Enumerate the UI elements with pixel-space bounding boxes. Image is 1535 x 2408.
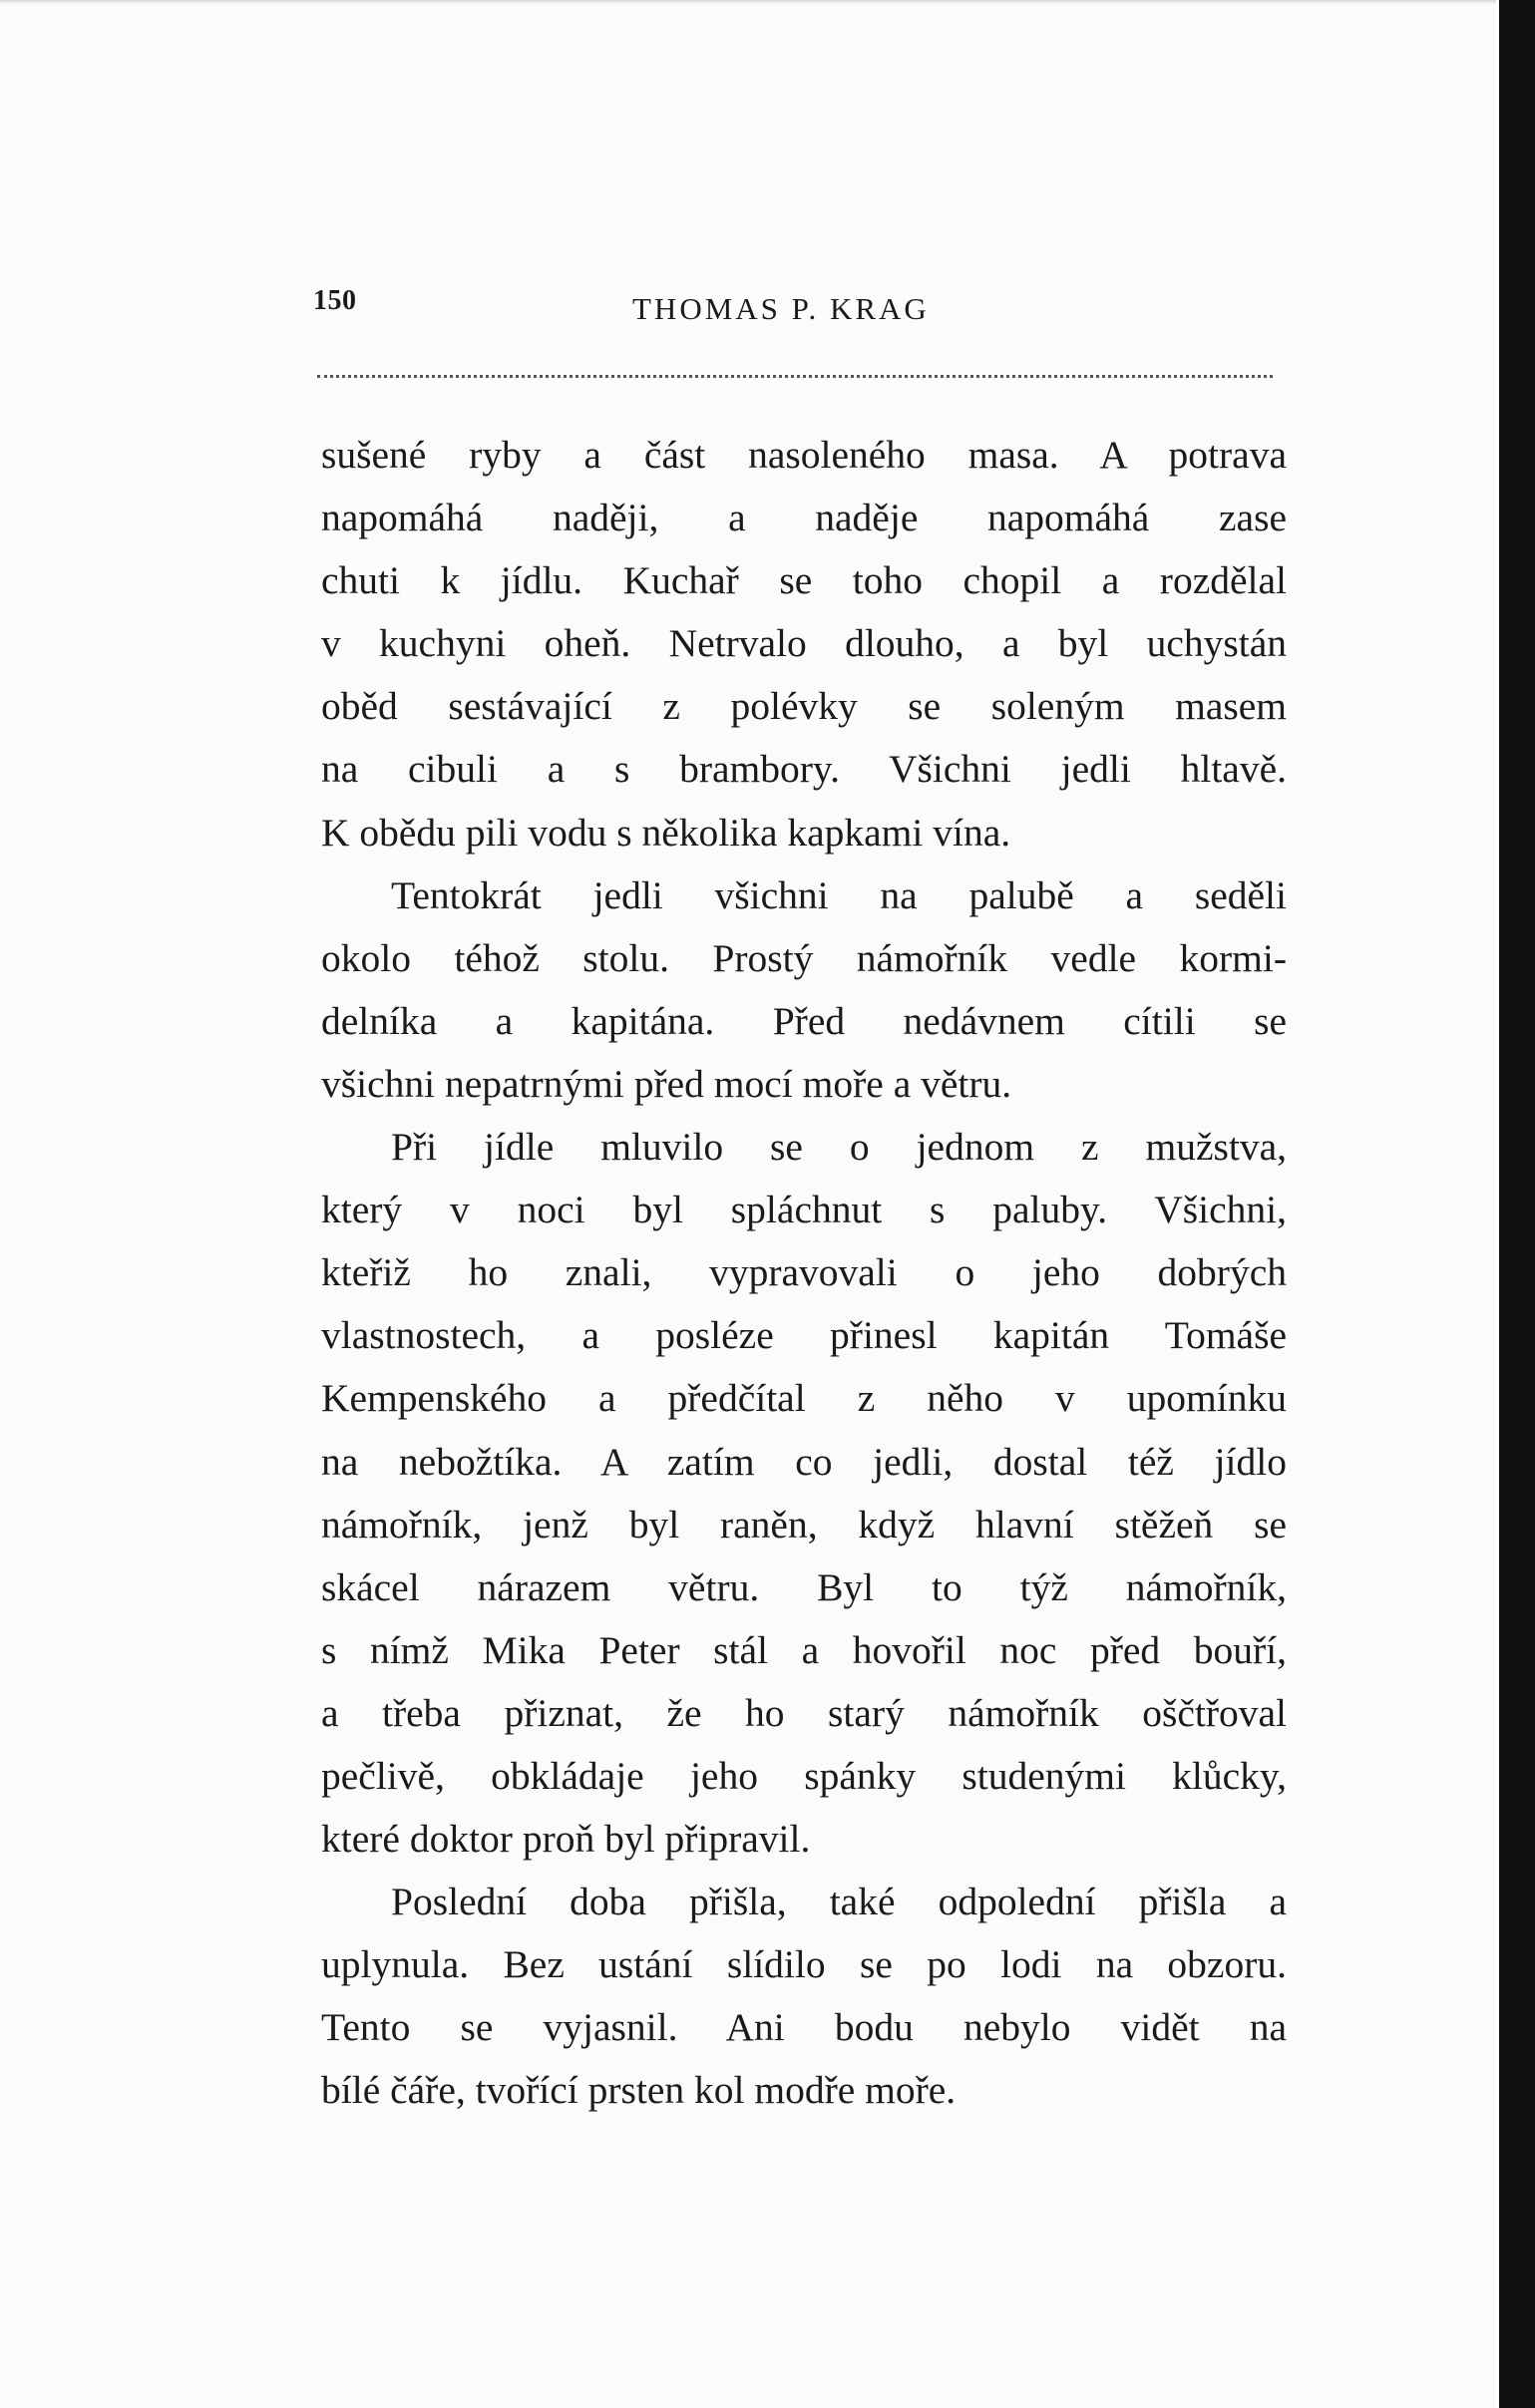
text-line: napomáhá naději, a naděje napomáhá zase: [321, 496, 1287, 540]
running-title: THOMAS P. KRAG: [632, 291, 930, 326]
text-line: s nímž Mika Peter stál a hovořil noc před bouří,: [321, 1627, 1287, 1672]
text-line: bílé čáře, tvořící prsten kol modře moře.: [321, 2068, 957, 2113]
text-line: sušené ryby a část nasoleného masa. A potrava: [321, 433, 1287, 477]
text-line: kteřiž ho znali, vypravovali o jeho dobrých: [321, 1250, 1287, 1295]
text-line: Při jídle mluvilo se o jednom z mužstva,: [391, 1125, 1287, 1170]
text-line: Tento se vyjasnil. Ani bodu nebylo vidět na: [321, 2005, 1287, 2050]
text-line: které doktor proň byl připravil.: [321, 1817, 811, 1862]
page-header: [313, 279, 1277, 339]
text-line: skácel nárazem větru. Byl to týž námořník,: [321, 1564, 1287, 1609]
text-line: na cibuli a s brambory. Všichni jedli hltavě.: [321, 747, 1287, 792]
text-line: pečlivě, obkládaje jeho spánky studenými klůcky,: [321, 1753, 1287, 1798]
paragraph: [321, 864, 1287, 1116]
paragraph: [321, 1871, 1287, 2122]
text-line: námořník, jenž byl raněn, když hlavní stěžeň se: [321, 1502, 1287, 1547]
text-line: uplynula. Bez ustání slídilo se po lodi na obzoru.: [321, 1942, 1287, 1987]
text-line: Tentokrát jedli všichni na palubě a seděli: [391, 872, 1287, 917]
text-line: oběd sestávající z polévky se soleným masem: [321, 684, 1287, 729]
paragraph: [321, 424, 1287, 864]
text-line: K obědu pili vodu s několika kapkami vína.: [321, 810, 1011, 855]
text-line: který v noci byl spláchnut s paluby. Všichni,: [321, 1188, 1287, 1232]
page-top-edge: [0, 0, 1496, 4]
text-line: okolo téhož stolu. Prostý námořník vedle kormi-: [321, 935, 1287, 980]
page-number: 150: [313, 285, 357, 316]
scan-edge: [1499, 0, 1535, 2408]
text-line: chuti k jídlu. Kuchař se toho chopil a rozdělal: [321, 558, 1287, 603]
text-line: v kuchyni oheň. Netrvalo dlouho, a byl uchystán: [321, 621, 1287, 666]
text-line: Kempenského a předčítal z něho v upomínku: [321, 1376, 1287, 1421]
text-line: na nebožtíka. A zatím co jedli, dostal též jídlo: [321, 1439, 1287, 1484]
text-line: vlastnostech, a posléze přinesl kapitán Tomáše: [321, 1313, 1287, 1358]
header-dotted-rule: [317, 375, 1273, 378]
text-line: delníka a kapitána. Před nedávnem cítili se: [321, 998, 1287, 1043]
text-line: všichni nepatrnými před mocí moře a větru.: [321, 1061, 1012, 1106]
body-text: [321, 424, 1287, 2123]
paragraph: [321, 1116, 1287, 1871]
text-line: a třeba přiznat, že ho starý námořník oščtřoval: [321, 1690, 1287, 1735]
text-line: Poslední doba přišla, také odpolední přišla a: [391, 1880, 1287, 1924]
